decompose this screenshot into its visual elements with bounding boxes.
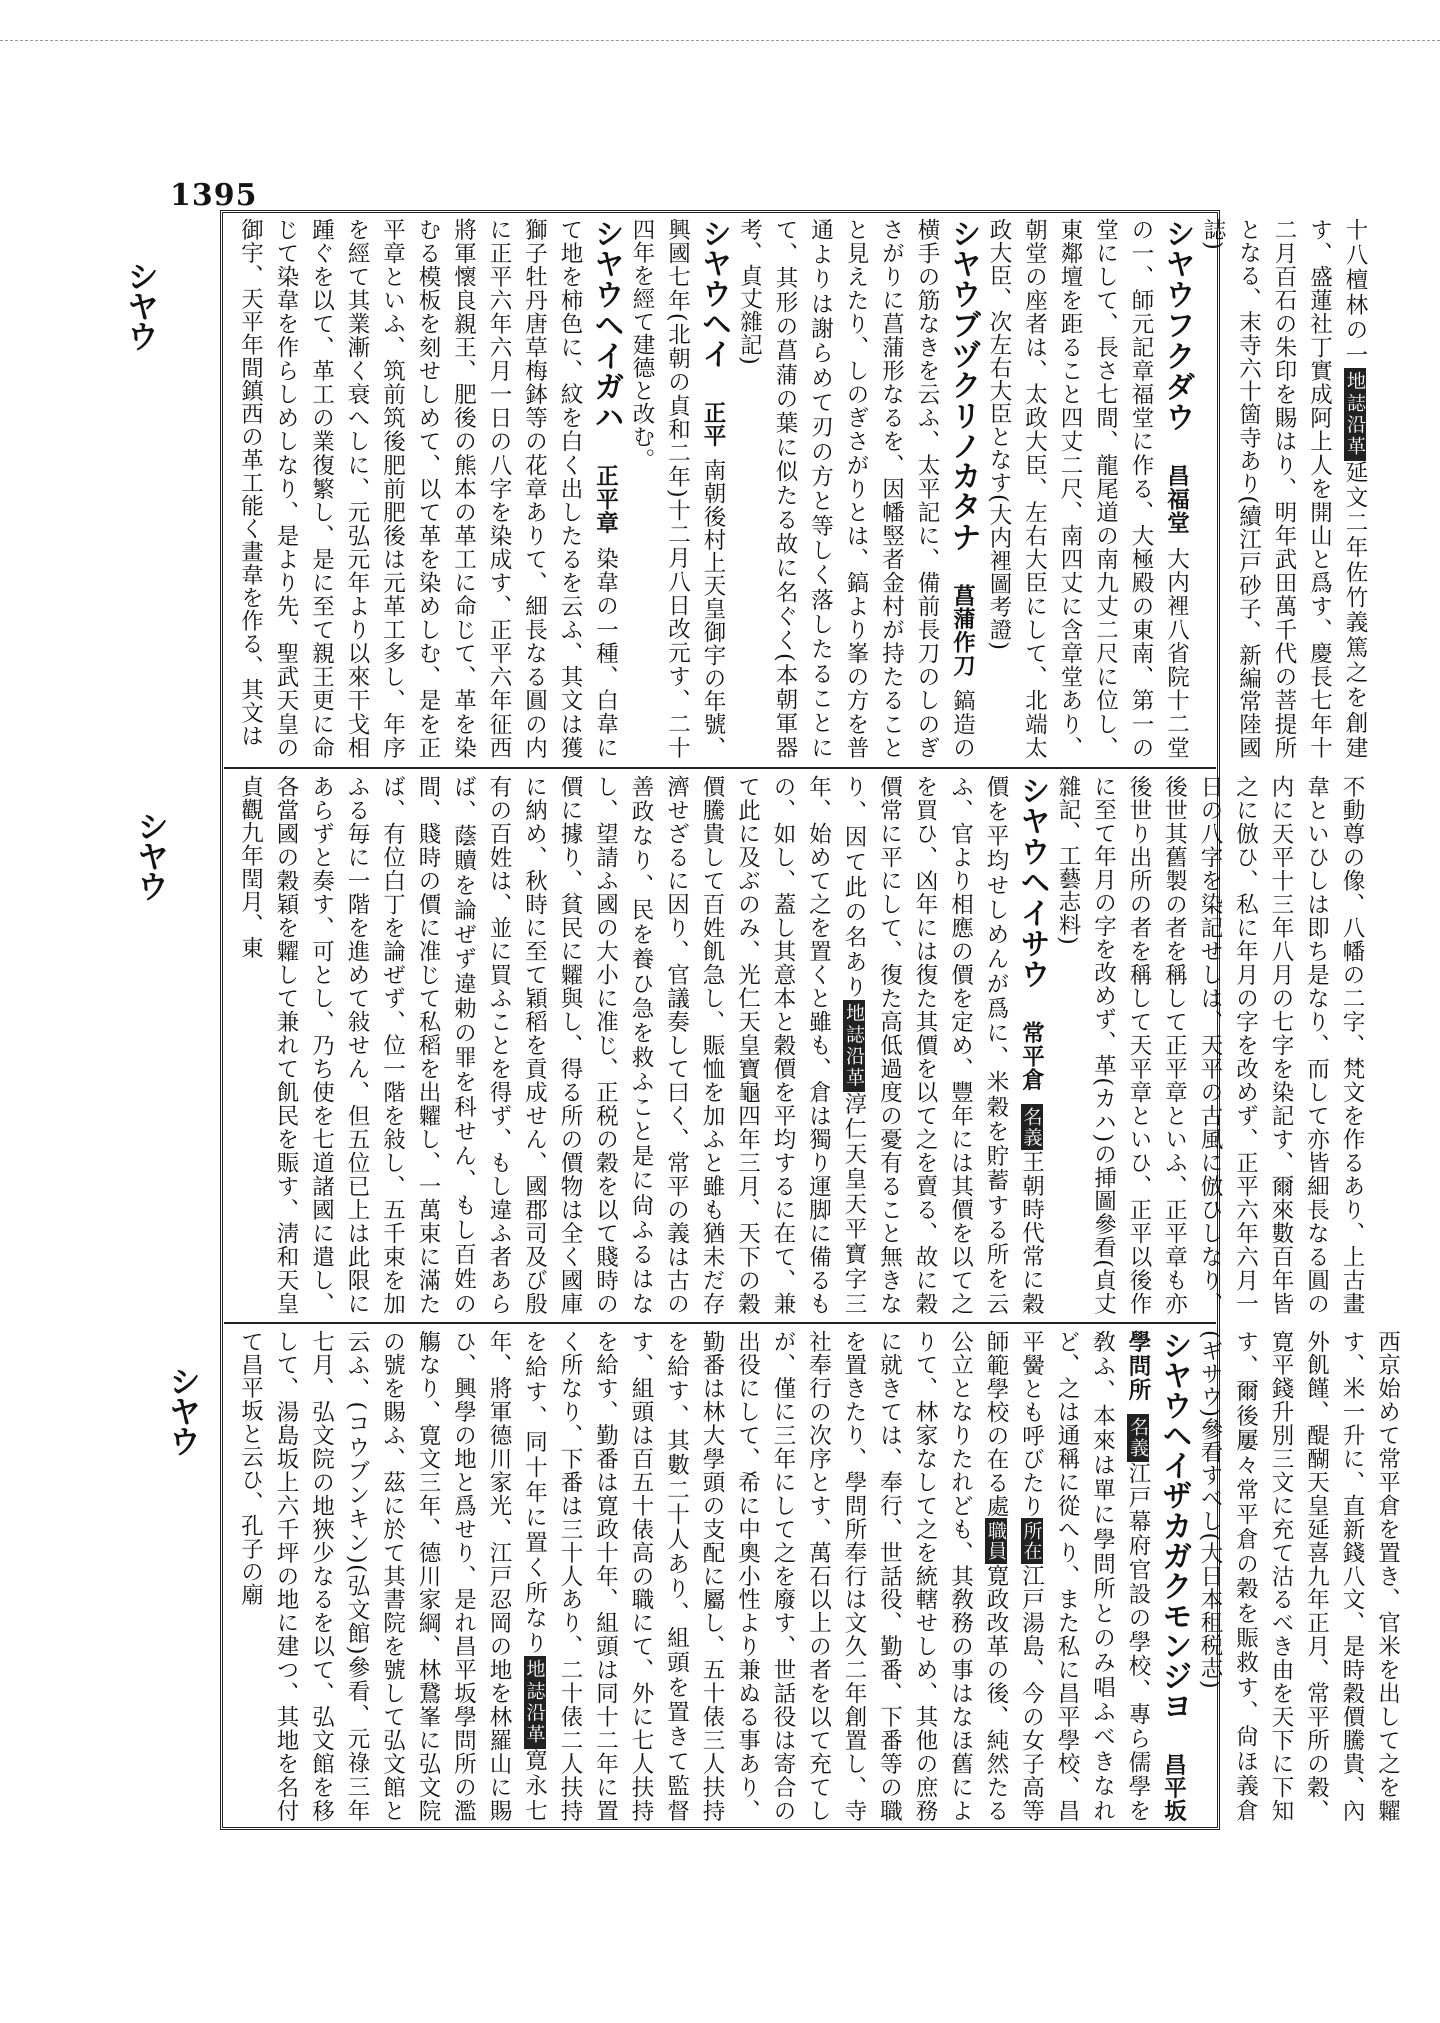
entry-kanji-headword: 常平倉: [1018, 1021, 1045, 1093]
entry-kanji-headword: 正平章: [592, 464, 619, 536]
tier-2: [232, 775, 1365, 1316]
entry: [981, 218, 1195, 759]
entry-body: 大内裡八省院十二堂の一、師元記章福堂に作る、大極殿の東南、第一の堂にして、長さ七間、龍尾道の南九丈二尺に位し、東鄰壇を距ること四丈二尺、南四丈に含章堂あり、朝堂の座者は、太政大臣、左右大臣にして、北端太政大臣、次左右大臣となす(大内裡圖考證): [986, 218, 1190, 760]
entry: [232, 1330, 1192, 1822]
entry-headword: シヤウヘイ: [696, 218, 731, 369]
entry-body: 染韋の一種、白韋にて地を柿色に、紋を白く出したるを云ふ、其文は獲獅子牡丹唐草梅鉢等の花章ありて、細長なる圓の内に正平六年六月一日の八字を染成す、正平六年征西將軍懷良親王、肥後の熊本の革工に命じて、革を染むる模板を刻せしめて、以て革を染めしむ、是を正平章といふ、筑前筑後肥前肥後は元革工多し、年序を經て其業漸く衰へしに、元弘元年より以來干戈相踵ぐを以て、革工の業復繁し、是に至て親王更に命じて染韋を作らしめしなり、是より先、聖武天皇の御宇、天平年間鎮西の革工能く畫韋を作る、其文は: [237, 218, 619, 760]
entry: [1195, 218, 1373, 759]
scan-edge-rule: [0, 40, 1440, 41]
entry-body: 王朝時代常に穀價を平均せしめんが爲に、米穀を貯蓄する所を云ふ、官より相應の價を定め、豐年には其價を以て之を買ひ、凶年には復た其價を以て之を賣る、故に穀價常に平にして、復た高低過度の憂有ること無きなり、因て此の名あり: [841, 775, 1045, 1316]
category-badge: 名義: [1127, 1414, 1149, 1461]
side-heading: シヤウ: [122, 260, 160, 350]
tier-1: [232, 218, 1368, 760]
category-badge: 地誌沿革: [843, 1000, 865, 1092]
entry-headword: シヤウフクダウ: [1159, 218, 1195, 433]
category-badge: 地誌沿革: [524, 1656, 546, 1748]
entry-kanji-headword: 菖蒲作刀: [949, 583, 976, 678]
tier-3: [232, 1330, 1401, 1823]
entry-body: 鎬造の横手の筋なきを云ふ、太平記に、備前長刀のしのぎさがりに菖蒲形なるを、因幡竪者金村が持たることと見えたり、しのぎさがりとは、鎬より峯の方を普通よりは謝らめて刃の方と等しく落したることにて、其形の菖蒲の葉に似たる故に名ぐく(本朝軍器考、貞丈雜記): [736, 218, 976, 760]
side-heading: シヤウ: [164, 1365, 202, 1455]
entry-body: 淳仁天皇天平寶字三年、始めて之を置くと雖も、倉は獨り運脚に備るもの、如し、蓋し其意本と穀價を平均するに在て、兼て此に及ぶのみ、光仁天皇寶龜四年三月、天下の穀價騰貴して百姓飢急し、賑恤を加ふと雖も猶未だ存濟せざるに因り、官議奏して曰く、常平の義は古の善政なり、民を養ひ急を救ふこと是に尙ふるはなし、望請ふ國の大小に准じ、正税の穀を以て賤時の價に據り、貧民に糶與し、得る所の價物は全く國庫に納め、秋時に至て穎稻を貢成せん、國郡司及び殷有の百姓は、並に買ふことを得ず、もし違ふ者あらば、蔭贖を論ぜず違勅の罪を科せん、もし百姓の間、賤時の價に准じて私稻を出糶し、一萬束に滿たば、有位白丁を論ぜず、位一階を敍し、五千束を加ふる毎に一階を進めて敍せん、但五位已上は此限にあらずと奏す、可とし、乃ち使を七道諸國に遣し、各當國の穀穎を糶して兼れて飢民を賑す、淸和天皇貞觀九年閏月、東: [237, 775, 867, 1315]
entry-body: 南朝後村上天皇御宇の年號、興國七年(北朝の貞和二年)十二月八日改元す、二十四年を經て建德と改む。: [629, 218, 726, 760]
tier-2-text: [232, 775, 1369, 1315]
tier-3-text: [232, 1330, 1405, 1822]
entry-kanji-headword: 正平: [700, 400, 726, 447]
entry-body: 江戸幕府官設の學校、專ら儒學を敎ふ、本來は單に學問所とのみ唱ふべきなれど、之は通稱に從へり、また私に昌平學校、昌平黌とも呼びたり: [1018, 1330, 1151, 1823]
entry-headword: シヤウヘイガハ: [588, 218, 624, 433]
entry-body: 江戸湯島、今の女子高等師範學校の在る處: [983, 1330, 1045, 1822]
entry-headword: シヤウブヅクリノカタナ: [945, 218, 981, 552]
entry: [232, 775, 1050, 1315]
entry-lead: 西京始めて常平倉を置き、官米を出して之を糶す、米一升に、直新錢八文、是時穀價騰貴、內外飢饉、醍醐天皇延喜九年正月、常平所の穀、寛平錢升別三文に充て沽るべき由を天下に下知す、爾後屢々常平倉の穀を賑救す、尙ほ義倉(ギサウ)參看すべし(大日本租税志): [1197, 1330, 1401, 1822]
entry-kanji-headword: 昌平坂學問所: [1125, 1330, 1187, 1823]
entry: [624, 218, 732, 759]
category-badge: 職員: [985, 1518, 1007, 1564]
tier-divider: [224, 767, 1216, 769]
entry-headword: シヤウヘイサウ: [1014, 775, 1050, 990]
entry: [1050, 775, 1370, 1315]
entry-body: 寛永七年、將軍德川家光、江戸忍岡の地を林羅山に賜ひ、興學の地と爲せり、是れ昌平坂學問所の濫觴なり、寛文三年、德川家綱、林鵞峯に弘文院の號を賜ふ、茲に於て其書院を號して弘文館と云ふ、(コウブンキン)(弘文館)參看、元祿三年七月、弘文院の地狹少なるを以て、弘文館を移して、湯島坂上六千坪の地に建つ、其地を名付て昌平坂と云ひ、孔子の廟: [237, 1330, 548, 1823]
entry-lead: 不動尊の像、八幡の二字、梵文を作るあり、上古畫韋といひしは即ち是なり、而して亦皆細長なる圓の内に天平十三年八月の七字を染記す、爾來數百年皆之に倣ひ、私に年月の字を改めず、正平六年六月一日の八字を染記せしは、天平の古風に倣ひしなり、後世其舊製の者を稱して正平章といふ、正平章も亦後世り出所の者を稱して天平章といひ、正平以後作に至て年月の字を改めず、革(カハ)の挿圖參看(貞丈雜記、工藝志料): [1055, 775, 1365, 1315]
entry: [1192, 1330, 1405, 1822]
category-badge: 所在: [1021, 1518, 1043, 1564]
entry-body: 寛政改革の後、純然たる公立となりたれども、其敎務の事はなほ舊によりて、林家なして之を統轄せしめ、其他の庶務に就きては、奉行、世話役、勤番、下番等の職を置きたり、學問所奉行は文久二年創置し、寺社奉行の次序とす、萬石以上の者を以て充てしが、僅に三年にして之を廢す、世話役は寄合の出役にして、希に中奧小性より兼ぬる事あり、勤番は林大學頭の支配に屬し、五十俵三人扶持を給す、其數二十人あり、組頭を置きて監督す、組頭は百五十俵高の職にて、外に七人扶持を給す、勤番は寛政十年、組頭は同十二年に置く所なり、下番は三十人あり、二十俵二人扶持を給す、同十年に置く所なり: [521, 1330, 1009, 1823]
page-number: 1395: [170, 178, 258, 213]
entry-body: 延文二年佐竹義篤之を創建す、盛蓮社丁實成阿上人を開山と爲す、慶長七年十二月百石の朱印を賜はり、明年武田萬千代の菩提所となる、末寺六十箇寺あり(續江戸砂子、新編常陸國誌): [1200, 218, 1368, 760]
entry: [232, 218, 624, 759]
tier-divider: [224, 1322, 1216, 1324]
side-heading: シヤウ: [132, 810, 170, 900]
category-badge: 地誌沿革: [1344, 368, 1366, 460]
entry: [731, 218, 981, 759]
tier-1-text: [232, 218, 1372, 759]
entry-headword: シヤウヘイザカガクモンジヨ: [1156, 1330, 1192, 1721]
category-badge: 名義: [1021, 1104, 1043, 1150]
entry-lead: 十八檀林の一: [1342, 218, 1368, 369]
entry-kanji-headword: 昌福堂: [1163, 464, 1190, 536]
